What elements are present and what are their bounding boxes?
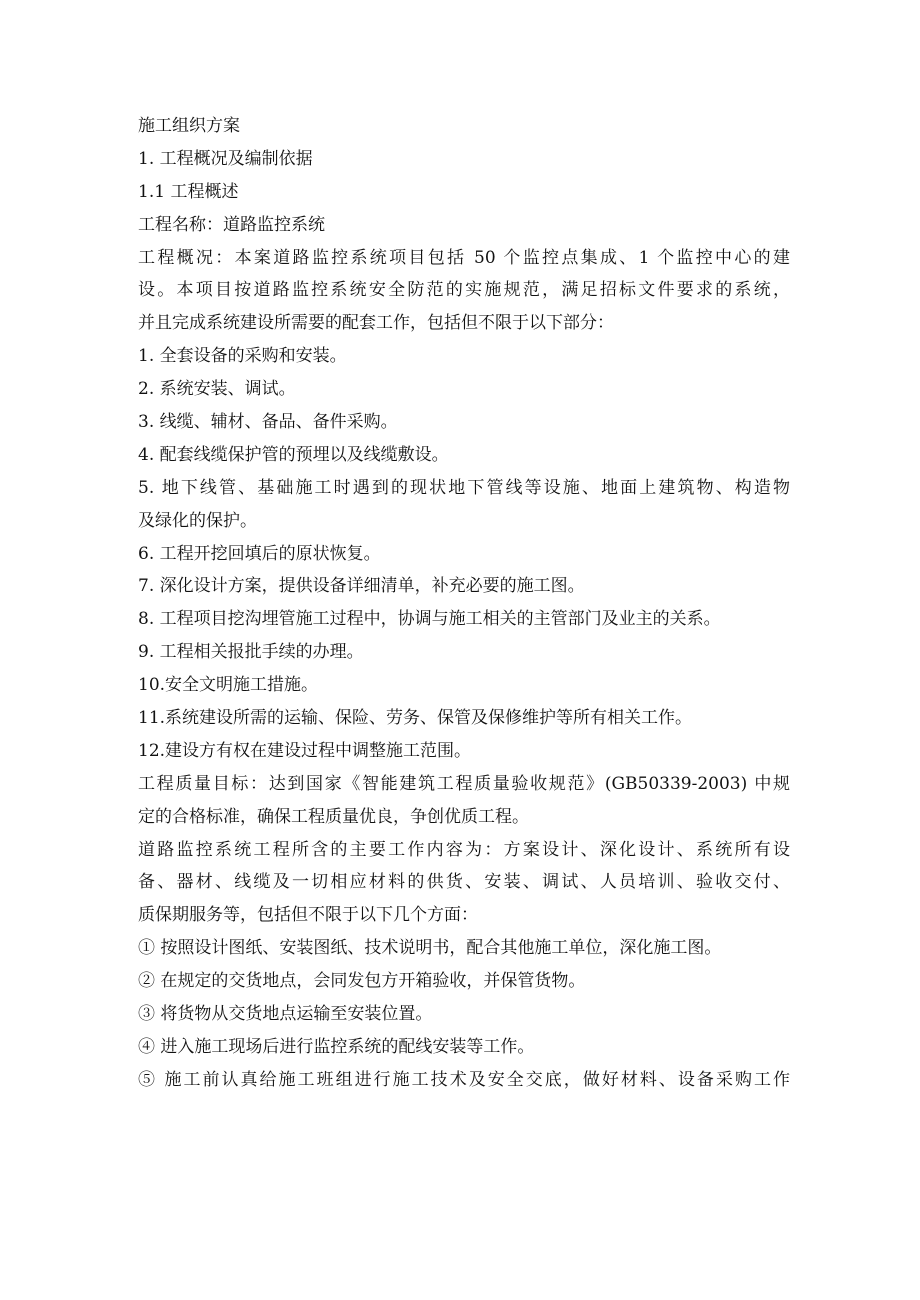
list-item: 11.系统建设所需的运输、保险、劳务、保管及保修维护等所有相关工作。 xyxy=(138,708,693,729)
circled-item: ③ 将货物从交货地点运输至安装位置。 xyxy=(138,1004,433,1025)
document-body xyxy=(138,110,790,1097)
list-item: 2. 系统安装、调试。 xyxy=(138,379,296,400)
scope-line: 备、器材、线缆及一切相应材料的供货、安装、调试、人员培训、验收交付、 xyxy=(138,872,790,893)
section-heading: 1. 工程概况及编制依据 xyxy=(138,148,313,169)
list-item: 3. 线缆、辅材、备品、备件采购。 xyxy=(138,412,398,433)
list-item: 12.建设方有权在建设过程中调整施工范围。 xyxy=(138,740,472,761)
circled-item: ④ 进入施工现场后进行监控系统的配线安装等工作。 xyxy=(138,1036,535,1057)
circled-item: ② 在规定的交货地点，会同发包方开箱验收，并保管货物。 xyxy=(138,971,586,992)
scope-line: 道路监控系统工程所含的主要工作内容为：方案设计、深化设计、系统所有设 xyxy=(138,839,790,860)
scope-line: 质保期服务等，包括但不限于以下几个方面： xyxy=(138,905,478,926)
list-item: 6. 工程开挖回填后的原状恢复。 xyxy=(138,543,381,564)
list-item: 4. 配套线缆保护管的预埋以及线缆敷设。 xyxy=(138,444,449,465)
list-item: 9. 工程相关报批手续的办理。 xyxy=(138,642,364,663)
list-item: 7. 深化设计方案，提供设备详细清单，补充必要的施工图。 xyxy=(138,576,585,597)
list-item-continuation: 及绿化的保护。 xyxy=(138,510,257,531)
quality-line: 工程质量目标：达到国家《智能建筑工程质量验收规范》(GB50339-2003) 中规 xyxy=(138,773,790,794)
quality-line: 定的合格标准，确保工程质量优良，争创优质工程。 xyxy=(138,806,529,827)
circled-item: ⑤ 施工前认真给施工班组进行施工技术及安全交底，做好材料、设备采购工作 xyxy=(138,1069,790,1090)
project-name: 工程名称：道路监控系统 xyxy=(138,214,325,235)
list-item: 8. 工程项目挖沟埋管施工过程中，协调与施工相关的主管部门及业主的关系。 xyxy=(138,609,721,630)
subsection-heading: 1.1 工程概述 xyxy=(138,181,239,202)
list-item: 5. 地下线管、基础施工时遇到的现状地下管线等设施、地面上建筑物、构造物 xyxy=(138,477,790,498)
overview-line: 设。本项目按道路监控系统安全防范的实施规范，满足招标文件要求的系统， xyxy=(138,280,790,301)
list-item: 10.安全文明施工措施。 xyxy=(138,675,319,696)
overview-line: 工程概况：本案道路监控系统项目包括 50 个监控点集成、1 个监控中心的建 xyxy=(138,247,790,268)
list-item: 1. 全套设备的采购和安装。 xyxy=(138,346,347,367)
circled-item: ① 按照设计图纸、安装图纸、技术说明书，配合其他施工单位，深化施工图。 xyxy=(138,938,722,959)
document-title: 施工组织方案 xyxy=(138,116,240,136)
overview-line: 并且完成系统建设所需要的配套工作，包括但不限于以下部分： xyxy=(138,313,614,334)
